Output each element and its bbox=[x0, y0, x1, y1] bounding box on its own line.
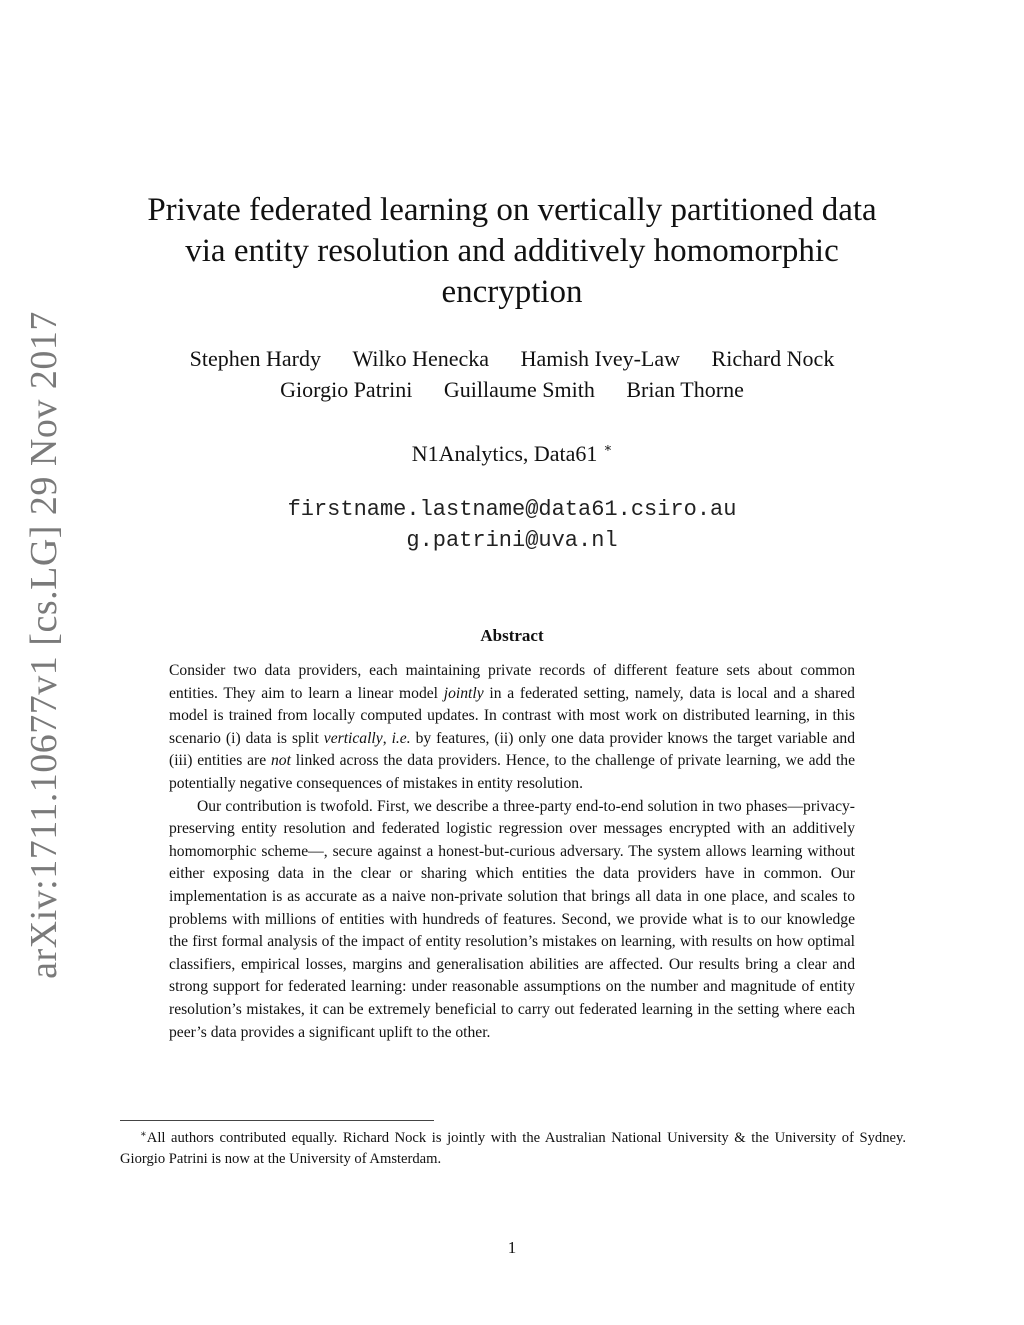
author-row-2 bbox=[112, 374, 912, 405]
abstract-heading: Abstract bbox=[480, 626, 544, 645]
abstract-paragraph-2: Our contribution is twofold. First, we describe a three-party end-to-end solution in two phases—privacy-preserving entity resolution and federated logistic regression over messages encrypted with an additively homomorphic scheme—, secure against a honest-but-curious adversary. The system allows learning without either exposing data in the clear or sharing which entities the data providers have in common. Our implementation is as accurate as a naive non-private solution that brings all data in one place, and scales to problems with millions of entities with hundreds of features. Second, we provide what is to our knowledge the first formal analysis of the impact of entity resolution’s mistakes on learning, with results on how optimal classifiers, empirical losses, margins and generalisation abilities are affected. Our results bring a clear and strong support for federated learning: under reasonable assumptions on the number and magnitude of entity resolution’s mistakes, it can be extremely beneficial to carry out federated learning in the setting where each peer’s data provides a significant uplift to the other. bbox=[169, 797, 855, 1041]
abstract-emphasis: i.e. bbox=[391, 729, 411, 747]
paper-title bbox=[112, 190, 912, 313]
author-name: Stephen Hardy bbox=[189, 346, 322, 371]
abstract-text: , bbox=[382, 729, 392, 747]
title-line-2: via entity resolution and additively homomorphic bbox=[185, 233, 839, 269]
author-name: Giorgio Patrini bbox=[280, 377, 413, 402]
affiliation-text: N1Analytics, Data61 bbox=[411, 441, 598, 466]
author-name: Wilko Henecka bbox=[352, 346, 490, 371]
footnote-paragraph bbox=[120, 1124, 906, 1170]
footnote-text: All authors contributed equally. Richard Nock is jointly with the Australian National University & the University of Sydney. Giorgio Patrini is now at the University of Amsterdam. bbox=[120, 1130, 906, 1167]
affiliation-footnote-mark: ∗ bbox=[603, 440, 613, 455]
affiliation bbox=[112, 433, 912, 469]
abstract-emphasis: jointly bbox=[443, 684, 484, 702]
abstract-paragraph-1 bbox=[169, 660, 855, 796]
abstract-body bbox=[169, 660, 855, 1044]
abstract-emphasis: vertically bbox=[323, 729, 383, 747]
abstract-text: linked across the data providers. Hence, to the challenge of private learning, we add the potentially negative consequences of mistakes in entity resolution. bbox=[169, 752, 856, 792]
footnote-mark: ∗ bbox=[140, 1129, 147, 1140]
author-row-1 bbox=[112, 343, 912, 374]
email-address: firstname.lastname@data61.csiro.au bbox=[287, 497, 737, 522]
author-name: Brian Thorne bbox=[626, 377, 744, 402]
title-line-3: encryption bbox=[441, 274, 583, 310]
abstract-text: by features, (ii) only one data provider knows the target variable and (iii) entities are bbox=[169, 729, 855, 770]
abstract-text: in a federated setting, namely, data is local and a shared model is trained from locally computed updates. In contrast with most work on distributed learning, in this scenario (i) data is split bbox=[169, 684, 855, 747]
abstract-text: Consider two data providers, each maintaining private records of different feature sets about common entities. They aim to learn a linear model bbox=[169, 662, 855, 702]
arxiv-identifier-stamp: arXiv:1711.10677v1 [cs.LG] 29 Nov 2017 bbox=[23, 311, 65, 979]
title-line-1: Private federated learning on vertically partitioned data bbox=[147, 192, 877, 228]
page-number: 1 bbox=[507, 1238, 517, 1257]
author-emails bbox=[112, 494, 912, 556]
author-name: Richard Nock bbox=[711, 346, 835, 371]
author-name: Guillaume Smith bbox=[443, 377, 595, 402]
email-address: g.patrini@uva.nl bbox=[406, 528, 618, 553]
footnote bbox=[120, 1124, 906, 1170]
abstract-emphasis: not bbox=[271, 752, 291, 770]
author-name: Hamish Ivey-Law bbox=[520, 346, 681, 371]
footnote-divider bbox=[120, 1120, 434, 1121]
author-list bbox=[112, 343, 912, 405]
